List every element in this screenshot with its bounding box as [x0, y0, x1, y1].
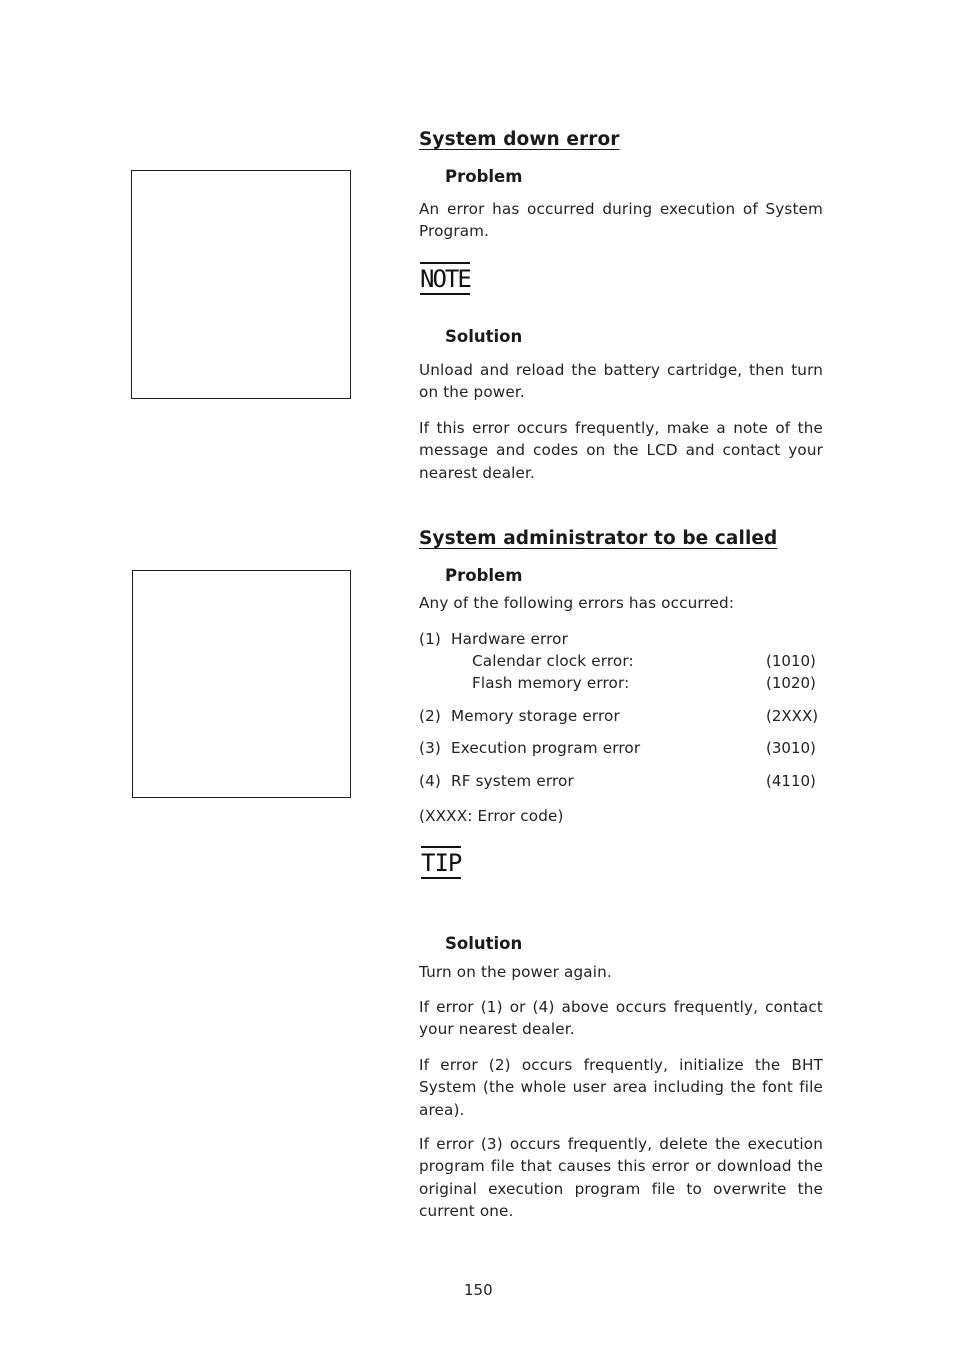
- page-number: 150: [464, 1281, 493, 1299]
- error-code: (4110): [766, 772, 816, 790]
- problem-intro: Any of the following errors has occurred:: [419, 594, 735, 612]
- error-label: Flash memory error:: [472, 674, 630, 692]
- error-code: (1010): [766, 652, 816, 670]
- section-heading-system-administrator: System administrator to be called: [419, 528, 778, 549]
- solution-paragraph: Turn on the power again.: [419, 963, 612, 981]
- error-number: (2): [419, 707, 441, 725]
- error-label: Execution program error: [451, 739, 641, 757]
- solution-paragraph: If error (3) occurs frequently, delete the execution program file that causes this error or download the original execution program file to overwrite the current one.: [419, 1135, 823, 1220]
- error-code: (3010): [766, 739, 816, 757]
- problem-text: An error has occurred during execution of System Program.: [419, 200, 823, 241]
- error-label: RF system error: [451, 772, 574, 790]
- error-label: Hardware error: [451, 630, 569, 648]
- solution-paragraph: If error (1) or (4) above occurs frequently, contact your nearest dealer.: [419, 998, 823, 1039]
- error-code-note: (XXXX: Error code): [419, 807, 564, 825]
- error-label: Memory storage error: [451, 707, 620, 725]
- error-number: (4): [419, 772, 441, 790]
- solution-label: Solution: [445, 327, 523, 346]
- solution-label: Solution: [445, 934, 523, 953]
- tip-icon: TIP: [421, 846, 461, 879]
- problem-label: Problem: [445, 167, 523, 186]
- screen-illustration-frame-1: [131, 170, 351, 399]
- error-number: (3): [419, 739, 441, 757]
- solution-paragraph: Unload and reload the battery cartridge, then turn on the power.: [419, 361, 823, 402]
- error-number: (1): [419, 630, 441, 648]
- error-code: (1020): [766, 674, 816, 692]
- error-code: (2XXX): [766, 707, 819, 725]
- solution-paragraph: If error (2) occurs frequently, initialize the BHT System (the whole user area including the font file area).: [419, 1056, 823, 1119]
- problem-label: Problem: [445, 566, 523, 585]
- note-icon: NOTE: [420, 262, 470, 295]
- screen-illustration-frame-2: [132, 570, 351, 798]
- error-label: Calendar clock error:: [472, 652, 634, 670]
- section-heading-system-down-error: System down error: [419, 129, 620, 150]
- solution-paragraph: If this error occurs frequently, make a note of the message and codes on the LCD and contact your nearest dealer.: [419, 419, 823, 482]
